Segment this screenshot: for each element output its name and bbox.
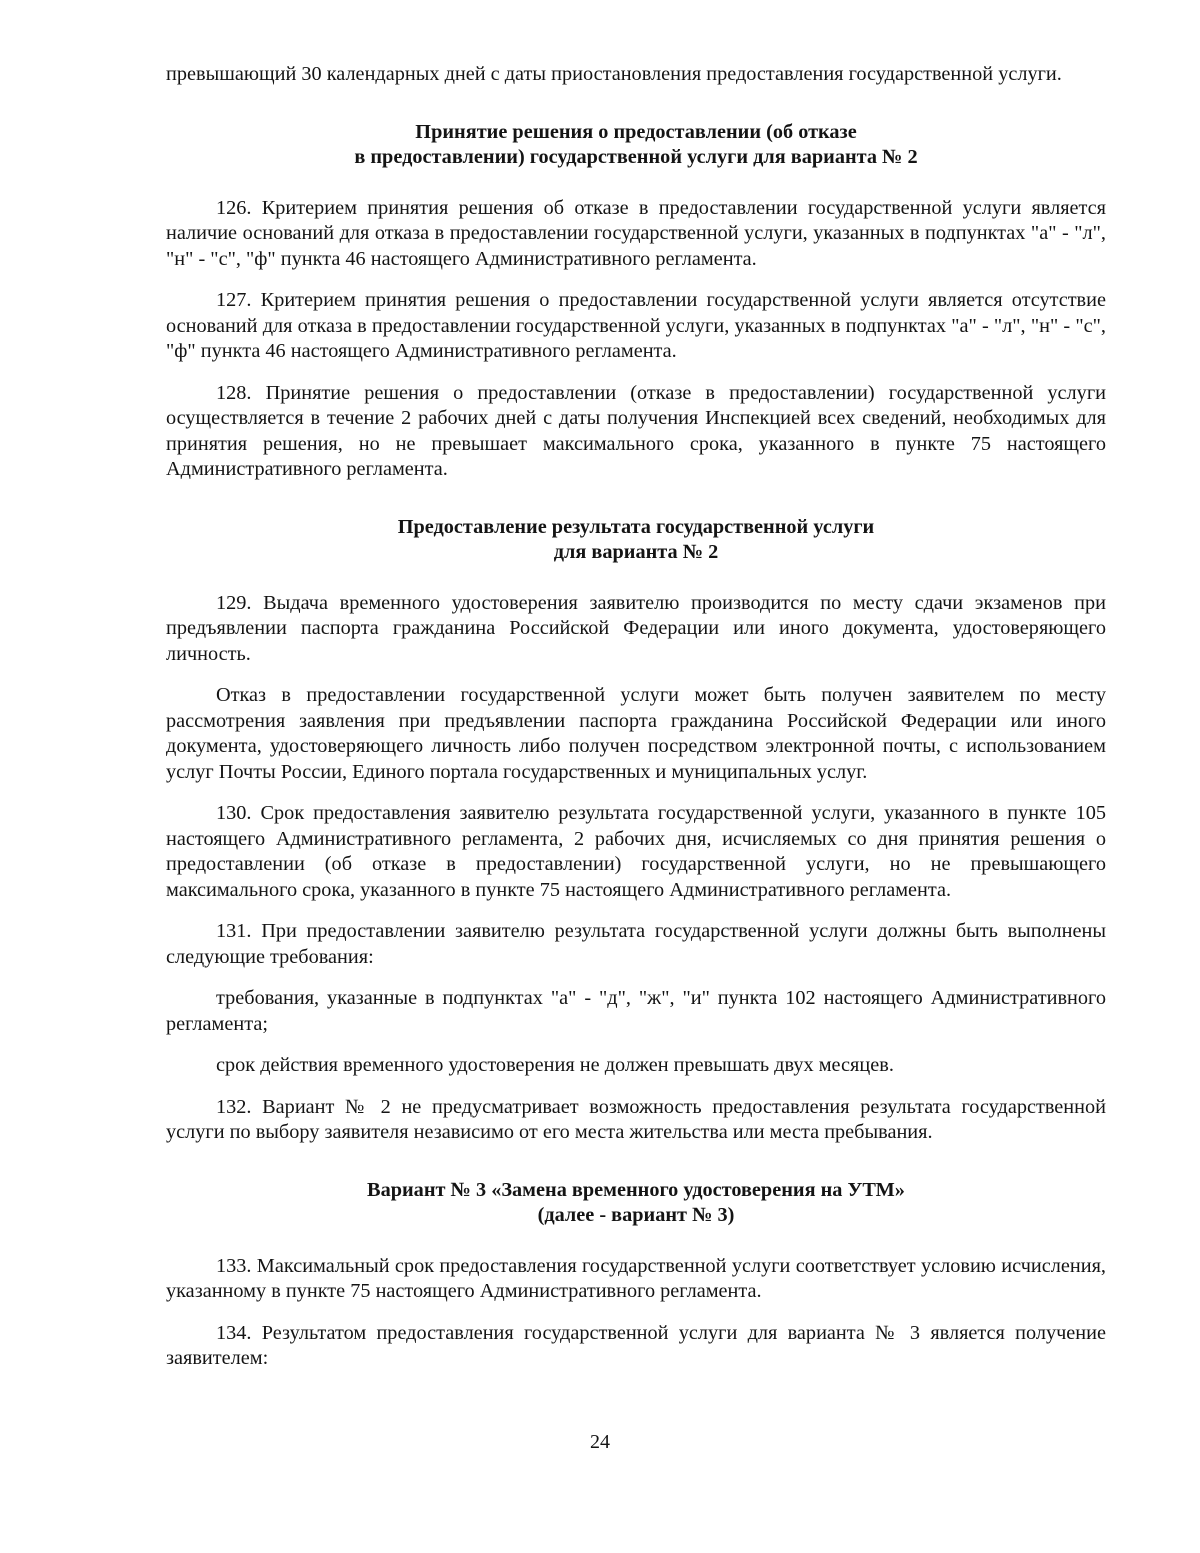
section-heading-result — [166, 515, 1106, 566]
heading-line: (далее - вариант № 3) — [537, 1204, 735, 1226]
heading-line: в предоставлении) государственной услуги для варианта № 2 — [354, 146, 918, 168]
paragraph-131-requirement-a: требования, указанные в подпунктах "а" - "д", "ж", "и" пункта 102 настоящего Административного регламента; — [166, 987, 1106, 1035]
heading-line: Принятие решения о предоставлении (об отказе — [415, 120, 857, 143]
heading-line: Вариант № 3 «Замена временного удостоверения на УТМ» — [367, 1178, 905, 1201]
paragraph-130: 130. Срок предоставления заявителю результата государственной услуги, указанного в пункте 105 настоящего Административного регламента, 2 рабочих дня, исчисляемых со дня принятия решения о предоставлении (об отказе в предоставлении) государственной услуги, но не превышающего максимального срока, указанного в пункте 75 настоящего Административного регламента. — [166, 802, 1106, 901]
page-number: 24 — [590, 1431, 610, 1453]
paragraph-131-requirement-b: срок действия временного удостоверения не должен превышать двух месяцев. — [216, 1054, 894, 1076]
page-body — [166, 62, 1106, 1372]
paragraph-128: 128. Принятие решения о предоставлении (отказе в предоставлении) государственной услуги осуществляется в течение 2 рабочих дней с даты получения Инспекцией всех сведений, необходимых для принятия решения, но не превышает максимального срока, указанного в пункте 75 настоящего Административного регламента. — [166, 381, 1106, 480]
paragraph-127: 127. Критерием принятия решения о предоставлении государственной услуги является отсутствие оснований для отказа в предоставлении государственной услуги, указанных в подпунктах "а" - "л", "н" - "с", "ф" пункта 46 настоящего Административного регламента. — [166, 289, 1106, 362]
paragraph-132: 132. Вариант № 2 не предусматривает возможность предоставления результата государственной услуги по выбору заявителя независимо от его места жительства или места пребывания. — [166, 1095, 1106, 1143]
paragraph-129-refusal: Отказ в предоставлении государственной услуги может быть получен заявителем по месту рассмотрения заявления при предъявлении паспорта гражданина Российской Федерации или иного документа, удостоверяющего личность либо получен посредством электронной почты, с использованием услуг Почты России, Единого портала государственных и муниципальных услуг. — [166, 684, 1106, 783]
paragraph-continuation: превышающий 30 календарных дней с даты приостановления предоставления государственной услуги. — [166, 63, 1062, 85]
paragraph-134: 134. Результатом предоставления государственной услуги для варианта № 3 является получение заявителем: — [166, 1321, 1106, 1369]
paragraph-133: 133. Максимальный срок предоставления государственной услуги соответствует условию исчисления, указанному в пункте 75 настоящего Административного регламента. — [166, 1254, 1106, 1302]
heading-line: для варианта № 2 — [553, 541, 719, 563]
section-heading-variant-3 — [166, 1178, 1106, 1229]
paragraph-129: 129. Выдача временного удостоверения заявителю производится по месту сдачи экзаменов при предъявлении паспорта гражданина Российской Федерации или иного документа, удостоверяющего личность. — [166, 591, 1106, 665]
paragraph-126: 126. Критерием принятия решения об отказе в предоставлении государственной услуги является наличие оснований для отказа в предоставлении государственной услуги, указанных в подпунктах "а" - "л", "н" - "с", "ф" пункта 46 настоящего Административного регламента. — [166, 196, 1106, 270]
paragraph-131: 131. При предоставлении заявителю результата государственной услуги должны быть выполнены следующие требования: — [166, 920, 1106, 968]
heading-line: Предоставление результата государственной услуги — [397, 515, 875, 538]
section-heading-decision — [166, 120, 1106, 171]
